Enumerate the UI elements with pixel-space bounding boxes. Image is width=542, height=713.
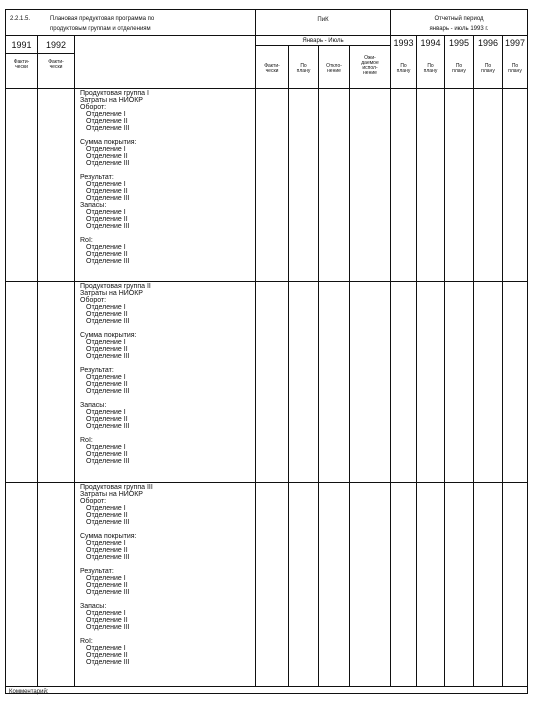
sub-plan-1993: По плану bbox=[396, 63, 411, 74]
title-line-2: продуктовым группам и отделениям bbox=[50, 26, 151, 32]
metric-line bbox=[80, 360, 250, 367]
metric-line: Запасы: bbox=[80, 202, 107, 209]
department-line: Отделение I bbox=[86, 409, 126, 416]
sub-plan-1995: По плану bbox=[452, 63, 466, 74]
metric-line: RoI: bbox=[80, 237, 93, 244]
department-line: Отделение II bbox=[86, 118, 128, 125]
department-line: Отделение III bbox=[86, 258, 130, 265]
comment-rule bbox=[6, 686, 527, 687]
department-line: Отделение III bbox=[86, 160, 130, 167]
metric-line: Затраты на НИОКР bbox=[80, 290, 143, 297]
department-line: Отделение I bbox=[86, 444, 126, 451]
metric-line bbox=[80, 526, 250, 533]
col-line-title bbox=[255, 10, 256, 686]
department-line: Отделение II bbox=[86, 381, 128, 388]
metric-line: Результат: bbox=[80, 174, 114, 181]
department-line: Отделение II bbox=[86, 153, 128, 160]
metric-line bbox=[80, 631, 250, 638]
metric-line: Затраты на НИОКР bbox=[80, 491, 143, 498]
metric-line: Сумма покрытия: bbox=[80, 533, 137, 540]
department-line: Отделение II bbox=[86, 346, 128, 353]
col-line-plan bbox=[318, 45, 319, 686]
header-title-rule bbox=[6, 35, 527, 36]
department-line: Отделение II bbox=[86, 617, 128, 624]
metric-line: Оборот: bbox=[80, 104, 107, 111]
title-line-1: Плановая предуктовая программа по bbox=[50, 16, 155, 22]
group-title: Продуктовая группа I bbox=[80, 90, 149, 97]
col-line-1991 bbox=[37, 35, 38, 686]
metric-line bbox=[80, 132, 250, 139]
period-jan-jul: Январь - Июль bbox=[302, 38, 344, 44]
year-1993: 1993 bbox=[393, 38, 414, 48]
product-group-2 bbox=[80, 283, 250, 465]
department-line: Отделение III bbox=[86, 589, 130, 596]
department-line: Отделение III bbox=[86, 519, 130, 526]
header-bottom-rule bbox=[6, 88, 527, 89]
metric-line bbox=[80, 230, 250, 237]
department-line: Отделение II bbox=[86, 451, 128, 458]
department-line: Отделение III bbox=[86, 624, 130, 631]
sub-expected: Ожи- даемое испол- нение bbox=[361, 55, 379, 76]
department-line: Отделение II bbox=[86, 311, 128, 318]
group-divider-1 bbox=[6, 281, 527, 282]
metric-line bbox=[80, 430, 250, 437]
metric-line: Результат: bbox=[80, 367, 114, 374]
department-line: Отделение II bbox=[86, 416, 128, 423]
metric-line: Запасы: bbox=[80, 603, 107, 610]
metric-line: Затраты на НИОКР bbox=[80, 97, 143, 104]
metric-line: RoI: bbox=[80, 437, 93, 444]
col-line-dev bbox=[349, 45, 350, 686]
sub-plan-1996: По плану bbox=[481, 63, 495, 74]
metric-line: Оборот: bbox=[80, 297, 107, 304]
metric-line bbox=[80, 167, 250, 174]
department-line: Отделение II bbox=[86, 216, 128, 223]
department-line: Отделение I bbox=[86, 304, 126, 311]
report-period-value: январь - июль 1993 г. bbox=[429, 26, 489, 32]
department-line: Отделение II bbox=[86, 188, 128, 195]
col-line-1996 bbox=[502, 35, 503, 686]
sub-plan-1997: По плану bbox=[508, 63, 522, 74]
department-line: Отделение II bbox=[86, 582, 128, 589]
section-number: 2.2.1.5. bbox=[10, 16, 31, 22]
metric-line: Результат: bbox=[80, 568, 114, 575]
group-title: Продуктовая группа II bbox=[80, 283, 151, 290]
year-1991: 1991 bbox=[11, 40, 32, 50]
department-line: Отделение I bbox=[86, 244, 126, 251]
col-line-fact bbox=[288, 45, 289, 686]
planning-form bbox=[5, 9, 528, 694]
comment-label: Комментарий: bbox=[9, 689, 49, 695]
header-years-rule bbox=[6, 53, 74, 54]
col-line-1994 bbox=[444, 35, 445, 686]
pik-label: ПиК bbox=[317, 17, 329, 23]
year-1996: 1996 bbox=[477, 38, 499, 48]
metric-line: Сумма покрытия: bbox=[80, 139, 137, 146]
department-line: Отделение II bbox=[86, 251, 128, 258]
metric-line: Сумма покрытия: bbox=[80, 332, 137, 339]
year-1994: 1994 bbox=[420, 38, 441, 48]
department-line: Отделение II bbox=[86, 547, 128, 554]
sub-fact-1992: Факти- чески bbox=[48, 59, 64, 70]
department-line: Отделение III bbox=[86, 554, 130, 561]
sub-fact-1991: Факти- чески bbox=[13, 59, 30, 70]
col-line-1995 bbox=[473, 35, 474, 686]
department-line: Отделение I bbox=[86, 575, 126, 582]
sub-plan-1994: По плану bbox=[423, 63, 438, 74]
sub-plan-period: По плану bbox=[296, 63, 311, 74]
department-line: Отделение I bbox=[86, 645, 126, 652]
department-line: Отделение II bbox=[86, 652, 128, 659]
year-1997: 1997 bbox=[504, 38, 526, 48]
group-title: Продуктовая группа III bbox=[80, 484, 153, 491]
department-line: Отделение II bbox=[86, 512, 128, 519]
department-line: Отделение I bbox=[86, 505, 126, 512]
department-line: Отделение I bbox=[86, 610, 126, 617]
report-period-label: Отчетный период bbox=[434, 16, 484, 22]
metric-line: Запасы: bbox=[80, 402, 107, 409]
product-group-1 bbox=[80, 90, 250, 265]
department-line: Отделение I bbox=[86, 540, 126, 547]
department-line: Отделение I bbox=[86, 339, 126, 346]
metric-line bbox=[80, 325, 250, 332]
col-line-1993 bbox=[416, 35, 417, 686]
group-divider-2 bbox=[6, 482, 527, 483]
department-line: Отделение III bbox=[86, 659, 130, 666]
department-line: Отделение III bbox=[86, 458, 130, 465]
department-line: Отделение I bbox=[86, 111, 126, 118]
metric-line: RoI: bbox=[80, 638, 93, 645]
sub-fact-period: Факти- чески bbox=[264, 63, 280, 74]
product-group-3 bbox=[80, 484, 250, 666]
metric-line: Оборот: bbox=[80, 498, 107, 505]
header-period-rule bbox=[255, 45, 390, 46]
department-line: Отделение III bbox=[86, 223, 130, 230]
year-1995: 1995 bbox=[448, 38, 470, 48]
department-line: Отделение I bbox=[86, 181, 126, 188]
year-1992: 1992 bbox=[45, 40, 67, 50]
department-line: Отделение III bbox=[86, 125, 130, 132]
department-line: Отделение III bbox=[86, 388, 130, 395]
metric-line bbox=[80, 395, 250, 402]
department-line: Отделение I bbox=[86, 209, 126, 216]
col-line-1992 bbox=[74, 35, 75, 686]
department-line: Отделение III bbox=[86, 318, 130, 325]
sub-deviation: Откло- нение bbox=[326, 63, 342, 74]
metric-line bbox=[80, 561, 250, 568]
col-line-exp bbox=[390, 10, 391, 686]
department-line: Отделение I bbox=[86, 146, 126, 153]
department-line: Отделение III bbox=[86, 353, 130, 360]
department-line: Отделение III bbox=[86, 195, 130, 202]
department-line: Отделение III bbox=[86, 423, 130, 430]
metric-line bbox=[80, 596, 250, 603]
department-line: Отделение I bbox=[86, 374, 126, 381]
